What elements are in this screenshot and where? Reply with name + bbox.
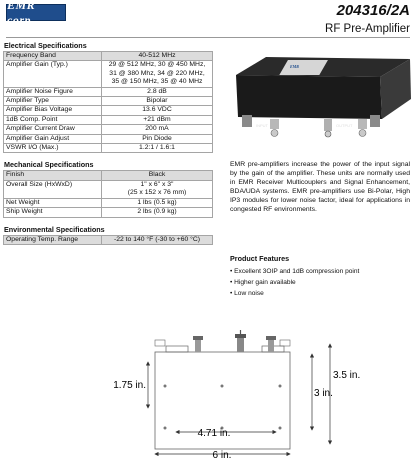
size-metric: (25 x 152 x 76 mm)	[127, 189, 187, 197]
spec-label: Amplifier Bias Voltage	[4, 106, 102, 115]
spec-value: 1 lbs (0.5 kg)	[102, 198, 213, 207]
spec-label: 1dB Comp. Point	[4, 115, 102, 124]
product-description: EMR pre-amplifiers increase the power of the input signal by the gain of the amplifier. These units are normally used in EMR Receiver Multicouplers and Signal Enhancement, BDA/UDA systems. EMR pre-amplifiers use Bi-Polar, High IP3 modules for lower noise factor, ideal for applications in congested RF environments.	[230, 161, 410, 214]
spec-value: Pin Diode	[102, 134, 213, 143]
spec-value: 40-512 MHz	[102, 52, 213, 61]
product-photo	[230, 53, 413, 149]
dim-6: 6 in.	[212, 450, 232, 461]
spec-value: 2 lbs (0.9 kg)	[102, 208, 213, 217]
spec-label: Amplifier Gain (Typ.)	[4, 61, 102, 87]
header-divider	[6, 37, 410, 38]
table-row	[4, 144, 213, 153]
electrical-specs-table	[3, 51, 213, 153]
table-row	[4, 125, 213, 134]
spec-label: Amplifier Noise Figure	[4, 87, 102, 96]
table-row	[4, 87, 213, 96]
spec-label: Finish	[4, 171, 102, 180]
list-item: • Higher gain available	[230, 277, 359, 288]
environmental-specs-table	[3, 235, 213, 245]
table-row	[4, 52, 213, 61]
spec-label: Overall Size (HxWxD)	[4, 180, 102, 198]
size-imperial: 1" x 6" x 3"	[140, 180, 174, 188]
specifications-column	[3, 41, 213, 245]
spec-label: Ship Weight	[4, 208, 102, 217]
dim-1-75: 1.75 in.	[113, 380, 146, 391]
spec-label: Amplifier Gain Adjust	[4, 134, 102, 143]
input-connector-icon	[193, 336, 203, 352]
spec-value: 1.2:1 / 1.6:1	[102, 144, 213, 153]
spec-value: -22 to 140 °F (-30 to +60 °C)	[102, 235, 213, 244]
table-row	[4, 115, 213, 124]
table-row	[4, 61, 213, 87]
spec-label: Amplifier Type	[4, 97, 102, 106]
product-features-title: Product Features	[230, 254, 290, 263]
table-row	[4, 134, 213, 143]
product-subtitle: RF Pre-Amplifier	[325, 23, 410, 35]
emr-logo	[6, 0, 66, 27]
spec-value	[102, 61, 213, 87]
gain-line-3: 35 @ 150 MHz, 35 @ 40 MHz	[111, 78, 203, 86]
gain-line-2: 31 @ 380 Mhz, 34 @ 220 MHz,	[109, 69, 205, 77]
spec-value	[102, 180, 213, 198]
spec-label: Operating Temp. Range	[4, 235, 102, 244]
list-item: • Low noise	[230, 288, 359, 299]
mechanical-specs-table	[3, 170, 213, 217]
input-connector	[270, 119, 279, 137]
dc-connector	[324, 119, 332, 137]
table-row	[4, 208, 213, 217]
spec-label: Net Weight	[4, 198, 102, 207]
spec-label: Frequency Band	[4, 52, 102, 61]
mounting-holes	[164, 385, 282, 430]
spec-label: VSWR I/O (Max.)	[4, 144, 102, 153]
spec-value: Black	[102, 171, 213, 180]
environmental-specs-title: Environmental Specifications	[4, 224, 105, 234]
table-row	[4, 198, 213, 207]
spec-value: 13.6 VDC	[102, 106, 213, 115]
dim-4-71: 4.71 in.	[197, 428, 231, 439]
electrical-specs-title: Electrical Specifications	[4, 41, 87, 50]
part-number: 204316/2A	[336, 2, 410, 19]
table-row	[4, 171, 213, 180]
spec-value: Bipolar	[102, 97, 213, 106]
photo-brand: EMR	[290, 64, 299, 69]
list-item: • Excellent 3OIP and 1dB compression point	[230, 266, 359, 277]
spec-value: 2.8 dB	[102, 87, 213, 96]
output-connector	[358, 119, 367, 137]
logo-text: EMR corp.	[7, 0, 36, 27]
spec-label: Amplifier Current Draw	[4, 125, 102, 134]
product-features-list	[230, 266, 359, 299]
dc-connector-icon	[235, 330, 246, 352]
table-row	[4, 180, 213, 198]
mechanical-specs-title: Mechanical Specifications	[4, 160, 94, 170]
input-label: INPUT	[256, 123, 268, 128]
spec-value: 200 mA	[102, 125, 213, 134]
table-row	[4, 235, 213, 244]
table-row	[4, 106, 213, 115]
output-label: OUTPUT	[336, 123, 353, 128]
dim-3-5: 3.5 in.	[333, 370, 361, 381]
dim-3: 3 in.	[314, 388, 333, 399]
dimension-drawing	[0, 330, 416, 472]
gain-line-1: 29 @ 512 MHz, 30 @ 450 MHz,	[108, 61, 206, 69]
table-row	[4, 97, 213, 106]
output-connector-icon	[266, 336, 276, 352]
spec-value: +21 dBm	[102, 115, 213, 124]
